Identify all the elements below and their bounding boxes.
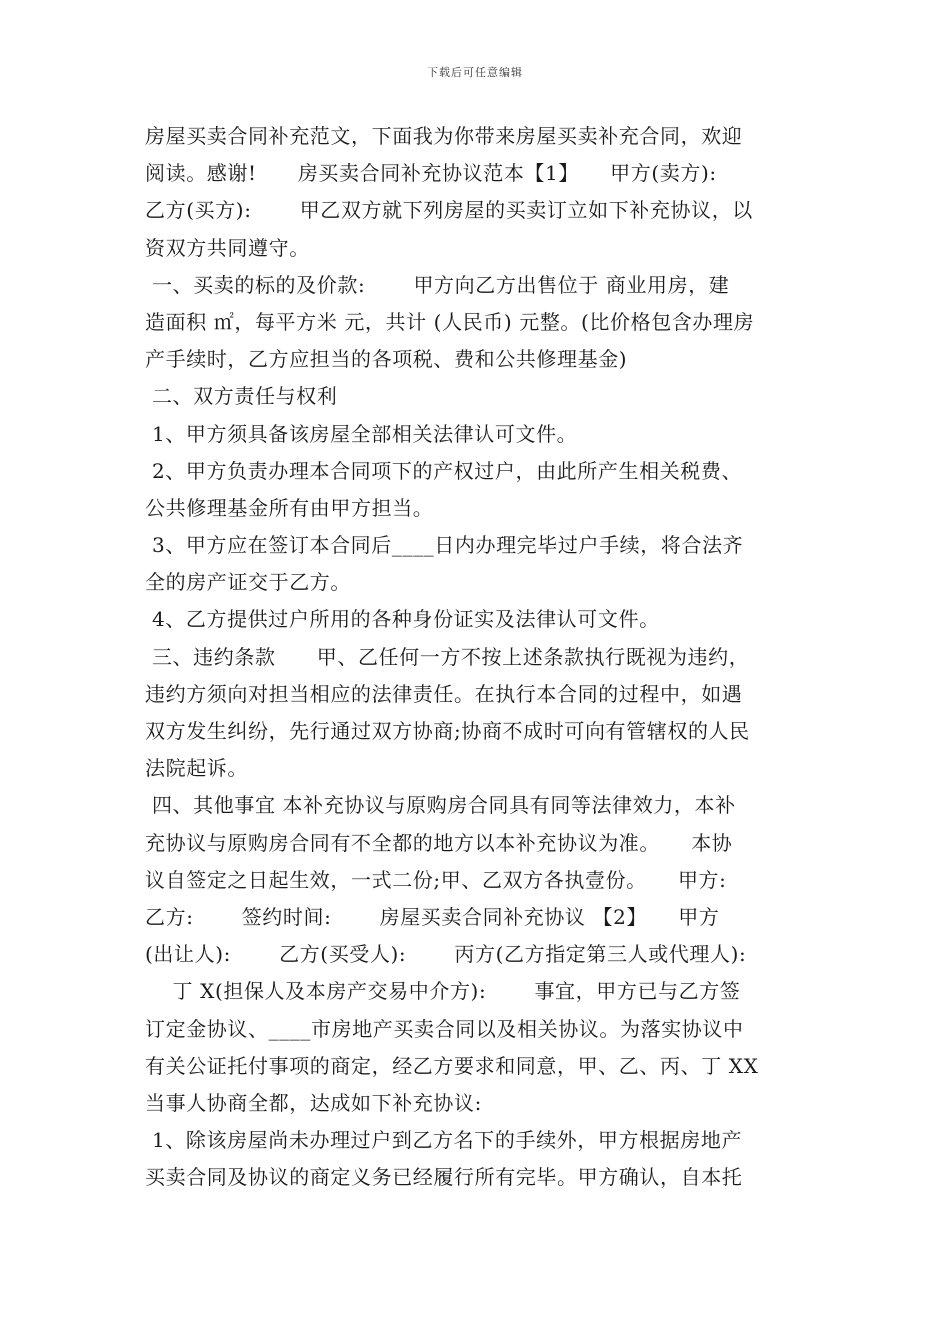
- text-line: 双方发生纠纷，先行通过双方协商;协商不成时可向有管辖权的人民: [145, 719, 750, 743]
- text-line: 违约方须向对担当相应的法律责任。在执行本合同的过程中，如遇: [145, 681, 743, 706]
- text-line: 充协议与原购房合同有不全都的地方以本补充协议为准。 本协: [145, 830, 733, 855]
- text-line: 造面积 ㎡，每平方米 元，共计 (人民币) 元整。(比价格包含办理房: [145, 309, 755, 334]
- text-line: 1、甲方须具备该房屋全部相关法律认可文件。: [145, 421, 578, 446]
- text-line: 阅读。感谢! 房买卖合同补充协议范本【1】 甲方(卖方):: [145, 161, 717, 186]
- text-line: 2、甲方负责办理本合同项下的产权过户，由此所产生相关税费、: [145, 458, 743, 483]
- text-line: 乙方(买方): 甲乙双方就下列房屋的买卖订立如下补充协议，以: [145, 198, 753, 223]
- text-line: 4、乙方提供过户所用的各种身份证实及法律认可文件。: [145, 607, 660, 632]
- text-line: 二、双方责任与权利: [145, 384, 338, 409]
- text-line: 当事人协商全都，达成如下补充协议:: [145, 1090, 482, 1115]
- text-line: 有关公证托付事项的商定，经乙方要求和同意，甲、乙、丙、丁 XX: [145, 1053, 759, 1078]
- text-line: 法院起诉。: [145, 756, 248, 781]
- text-line: 四、其他事宜 本补充协议与原购房合同具有同等法律效力，本补: [145, 793, 736, 818]
- text-line: 房屋买卖合同补充范文，下面我为你带来房屋买卖补充合同，欢迎: [145, 124, 743, 148]
- text-line: 议自签定之日起生效，一式二份;甲、乙双方各执壹份。 甲方:: [145, 867, 727, 892]
- text-line: 丁 X(担保人及本房产交易中介方): 事宜，甲方已与乙方签: [145, 979, 741, 1004]
- text-line: 1、除该房屋尚未办理过户到乙方名下的手续外，甲方根据房地产: [145, 1128, 743, 1153]
- text-line: 买卖合同及协议的商定义务已经履行所有完毕。甲方确认，自本托: [145, 1165, 743, 1190]
- document-body: [145, 118, 815, 1196]
- text-line: (出让人): 乙方(买受人): 丙方(乙方指定第三人或代理人):: [145, 942, 747, 967]
- text-line: 一、买卖的标的及价款: 甲方向乙方出售位于 商业用房，建: [145, 272, 730, 297]
- text-line: 乙方: 签约时间: 房屋买卖合同补充协议 【2】 甲方: [145, 904, 720, 929]
- text-line: 公共修理基金所有由甲方担当。: [145, 495, 434, 520]
- text-line: 订定金协议、____市房地产买卖合同以及相关协议。为落实协议中: [145, 1016, 744, 1041]
- text-line: 三、违约条款 甲、乙任何一方不按上述条款执行既视为违约，: [145, 644, 750, 669]
- page-header: 下载后可任意编辑: [427, 66, 523, 79]
- text-line: 全的房产证交于乙方。: [145, 570, 351, 595]
- text-line: 资双方共同遵守。: [145, 235, 310, 260]
- text-line: 产手续时，乙方应担当的各项税、费和公共修理基金): [145, 347, 628, 372]
- text-line: 3、甲方应在签订本合同后____日内办理完毕过户手续，将合法齐: [145, 533, 744, 558]
